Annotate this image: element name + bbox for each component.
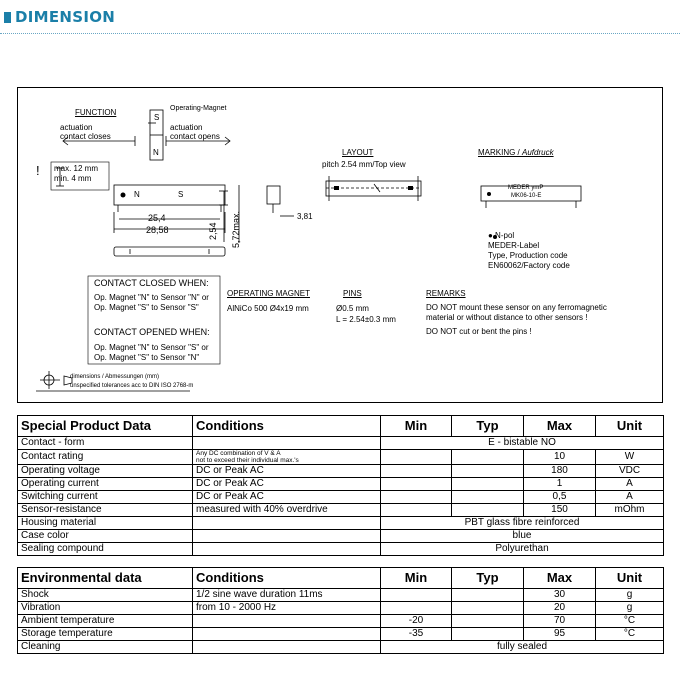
- header-typ: Typ: [452, 568, 524, 589]
- header-min: Min: [381, 568, 452, 589]
- table-row: Contact - form E - bistable NO: [18, 437, 664, 450]
- table-row: Housing material PBT glass fibre reinforced: [18, 517, 664, 530]
- contact-opens-label: contact opens: [170, 132, 220, 141]
- contact-closed-line-1: Op. Magnet "N" to Sensor "N" or: [94, 293, 209, 302]
- contact-closed-title: CONTACT CLOSED WHEN:: [94, 278, 209, 288]
- dim-28-58: 28,58: [146, 225, 169, 235]
- operating-magnet-label: Operating-Magnet: [170, 105, 227, 112]
- remarks-line-3: DO NOT cut or bent the pins !: [426, 327, 532, 336]
- contact-opened-title: CONTACT OPENED WHEN:: [94, 327, 210, 337]
- contact-closes-label: contact closes: [60, 132, 111, 141]
- table-row: Cleaning fully sealed: [18, 641, 664, 654]
- min-distance-label: min. 4 mm: [54, 174, 92, 183]
- environmental-data-table: [17, 567, 664, 654]
- header-divider: [0, 33, 680, 34]
- legend-n-pol: ● N-pol: [488, 231, 515, 240]
- header-unit: Unit: [596, 416, 664, 437]
- section-title: DIMENSION: [15, 8, 116, 26]
- contact-opened-line-2: Op. Magnet "S" to Sensor "N": [94, 353, 200, 362]
- table-row: Ambient temperature -20 70 °C: [18, 615, 664, 628]
- pins-title: PINS: [343, 289, 362, 298]
- magnet-s-label: S: [154, 113, 160, 122]
- remarks-line-2: material or without distance to other sensors !: [426, 313, 588, 322]
- table-row: Sealing compound Polyurethan: [18, 543, 664, 556]
- layout-subtitle: pitch 2.54 mm/Top view: [322, 160, 406, 169]
- section-header: [0, 0, 680, 38]
- marking-line-2: MK06-10-E: [511, 193, 542, 199]
- dim-2-54: 2,54: [208, 222, 218, 240]
- actuation-opens-label: actuation: [170, 123, 203, 132]
- marking-line-1: MEDER ymP: [508, 185, 544, 191]
- header-environmental-data: Environmental data: [18, 568, 193, 589]
- table-header-row: [18, 416, 664, 437]
- footnote-dimensions: dimensions / Abmessungen (mm): [70, 374, 160, 380]
- header-max: Max: [524, 416, 596, 437]
- contact-opened-line-1: Op. Magnet "N" to Sensor "S" or: [94, 343, 209, 352]
- marking-title: MARKING / Aufdruck: [478, 148, 554, 157]
- header-typ: Typ: [452, 416, 524, 437]
- table-row: Contact rating Any DC combination of V & A not to exceed their individual max.'s 10 W: [18, 450, 664, 465]
- max-distance-label: max. 12 mm: [54, 164, 99, 173]
- legend-factory-code: EN60062/Factory code: [488, 261, 570, 270]
- header-max: Max: [524, 568, 596, 589]
- table-row: Shock 1/2 sine wave duration 11ms 30 g: [18, 589, 664, 602]
- table-row: Switching current DC or Peak AC 0,5 A: [18, 491, 664, 504]
- technical-drawing: [17, 87, 663, 403]
- function-title: FUNCTION: [75, 108, 117, 117]
- warning-icon: !: [36, 163, 40, 178]
- table-row: Operating current DC or Peak AC 1 A: [18, 478, 664, 491]
- operating-magnet-title: OPERATING MAGNET: [227, 289, 310, 298]
- magnet-n-label: N: [153, 148, 159, 157]
- table-row: Operating voltage DC or Peak AC 180 VDC: [18, 465, 664, 478]
- pins-length: L = 2.54±0.3 mm: [336, 315, 396, 324]
- header-min: Min: [381, 416, 452, 437]
- legend-type-code: Type, Production code: [488, 251, 568, 260]
- layout-title: LAYOUT: [342, 148, 374, 157]
- table-row: Sensor-resistance measured with 40% overdrive 150 mOhm: [18, 504, 664, 517]
- header-unit: Unit: [596, 568, 664, 589]
- sensor-s-label: S: [178, 190, 184, 199]
- legend-meder-label: MEDER-Label: [488, 241, 540, 250]
- table-row: Vibration from 10 - 2000 Hz 20 g: [18, 602, 664, 615]
- pins-diameter: Ø0.5 mm: [336, 304, 369, 313]
- header-conditions: Conditions: [193, 568, 381, 589]
- header-conditions: Conditions: [193, 416, 381, 437]
- header-square-icon: [4, 12, 11, 23]
- header-special-product-data: Special Product Data: [18, 416, 193, 437]
- remarks-title: REMARKS: [426, 289, 466, 298]
- dim-5-72: 5,72max.: [231, 210, 241, 248]
- footnote-tolerances: unspecified tolerances acc to DIN ISO 2768-m: [70, 383, 194, 389]
- remarks-line-1: DO NOT mount these sensor on any ferromagnetic: [426, 303, 607, 312]
- special-product-data-table: [17, 415, 664, 556]
- table-row: Storage temperature -35 95 °C: [18, 628, 664, 641]
- table-row: Case color blue: [18, 530, 664, 543]
- actuation-closes-label: actuation: [60, 123, 93, 132]
- operating-magnet-value: AlNiCo 500 Ø4x19 mm: [227, 304, 309, 313]
- contact-closed-line-2: Op. Magnet "S" to Sensor "S": [94, 303, 199, 312]
- sensor-n-label: N: [134, 190, 140, 199]
- dim-3-81: 3,81: [297, 212, 313, 221]
- dim-25-4: 25,4: [148, 213, 166, 223]
- table-header-row: [18, 568, 664, 589]
